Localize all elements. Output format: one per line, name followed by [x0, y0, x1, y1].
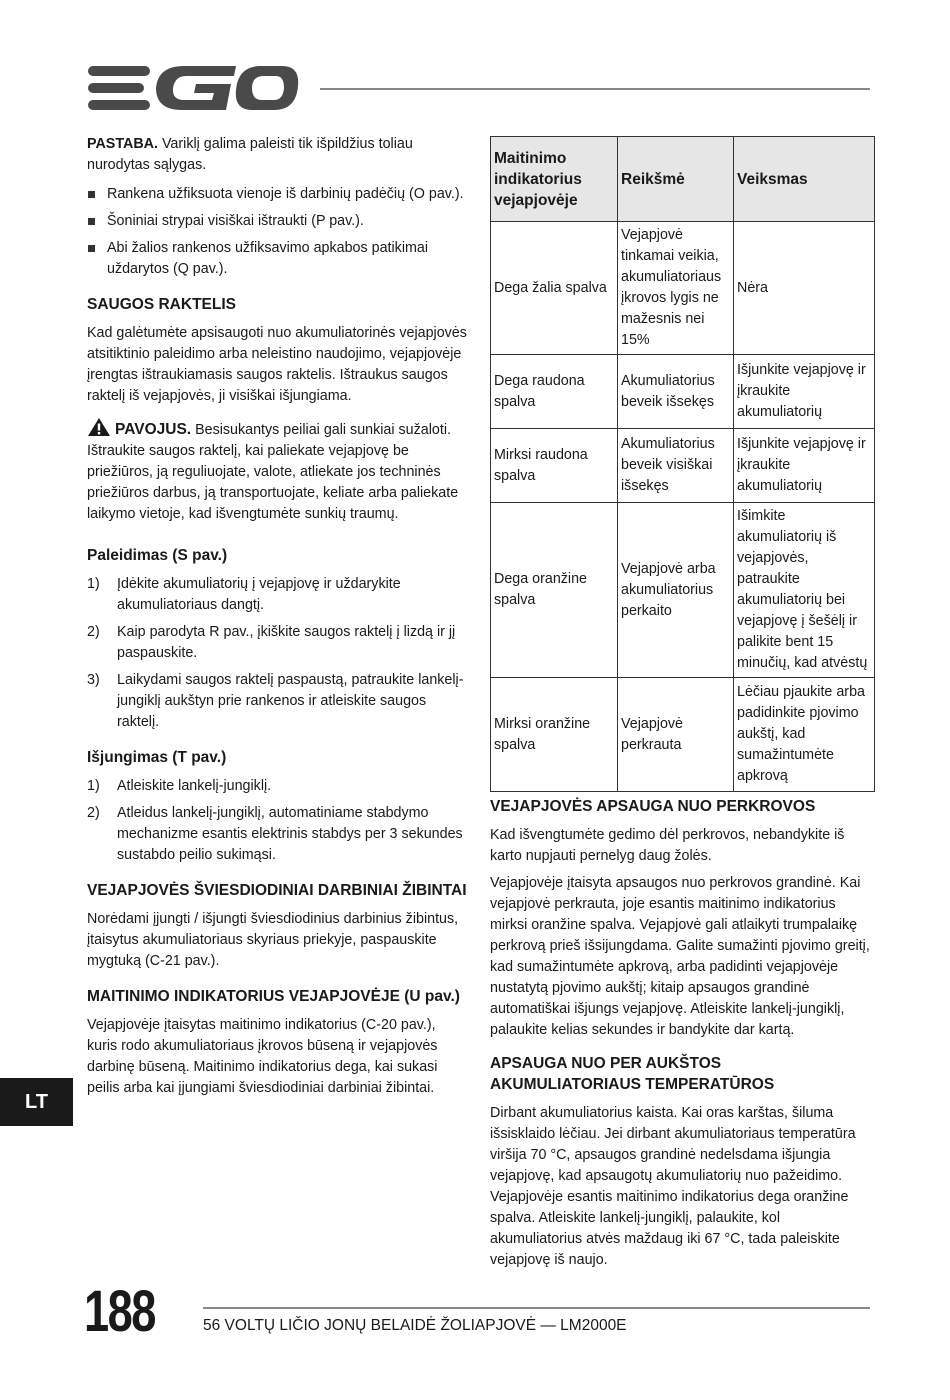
stop-heading: Išjungimas (T pav.): [87, 749, 227, 766]
list-item: 2) Atleidus lankelį-jungiklį, automatiniame stabdymo mechanizme esantis elektrinis stabdys per 3 sekundes sustabdo peilio sukimąsi.: [87, 805, 463, 863]
table-row: [491, 503, 875, 678]
safety-key-text: Kad galėtumėte apsisaugoti nuo akumuliatorinės vejapjovės atsitiktinio paleidimo arba neleistino naudojimo, vejapjovėje įrengtas ištraukiamasis saugos raktelis. Ištraukus saugos raktelį iš vejapjovės, ji visiškai išjungiama.: [87, 325, 467, 404]
footer-title: 56 VOLTŲ LIČIO JONŲ BELAIDĖ ŽOLIAPJOVĖ — LM2000E: [203, 1317, 627, 1334]
table-cell: Mirksi oranžine spalva: [491, 678, 618, 792]
table-cell: Lėčiau pjaukite arba padidinkite pjovimo aukštį, kad sumažintumėte apkrovą: [734, 678, 875, 792]
bullet-square-icon: [88, 245, 95, 252]
list-item: Šoniniai strypai visiškai ištraukti (P pav.).: [87, 211, 469, 232]
overload-text-1: Kad išvengtumėte gedimo dėl perkrovos, nebandykite iš karto nupjauti pernelyg daug žolės.: [490, 827, 845, 864]
note-paragraph: [87, 134, 469, 176]
indicator-table: [490, 136, 875, 792]
start-steps: [87, 574, 469, 733]
footer-rule: [203, 1307, 870, 1309]
list-item: Rankena užfiksuota vienoje iš darbinių padėčių (O pav.).: [87, 184, 469, 205]
table-header-cell: Maitinimo indikatorius vejapjovėje: [491, 137, 618, 222]
table-cell: Dega žalia spalva: [491, 222, 618, 355]
start-heading: Paleidimas (S pav.): [87, 547, 228, 564]
table-header-row: [491, 137, 875, 222]
language-tab: LT: [0, 1078, 73, 1126]
table-cell: Akumuliatorius beveik išsekęs: [618, 355, 734, 429]
stop-steps: [87, 776, 469, 866]
table-row: [491, 222, 875, 355]
list-item: 2) Kaip parodyta R pav., įkiškite saugos raktelį į lizdą ir jį paspauskite.: [87, 624, 456, 661]
danger-paragraph: [87, 417, 469, 525]
list-item: 1) Įdėkite akumuliatorių į vejapjovę ir uždarykite akumuliatoriaus dangtį.: [87, 576, 401, 613]
overload-text-2: Vejapjovėje įtaisyta apsaugos nuo perkrovos grandinė. Kai vejapjovė perkrauta, joje esantis maitinimo indikatorius mirksi oranžine spalva. Vejapjovė gali atlaikyti trumpalaikę perkrovą prieš išsijungdama. Galite sumažinti pjovimo greitį, kad sumažintumėte apkrovą, arba padidinti vejapjovėje nustatytą pjovimo aukštį; kitaip apsaugos grandinė automatiškai išjungs vejapjovę. Atleiskite lankelį-jungiklį, palaukite kelias sekundes ir bandykite dar kartą.: [490, 875, 870, 1038]
warning-triangle-icon: [87, 417, 111, 437]
list-item: Abi žalios rankenos užfiksavimo apkabos patikimai uždarytos (Q pav.).: [87, 238, 469, 280]
table-row: [491, 678, 875, 792]
led-heading: VEJAPJOVĖS ŠVIESDIODINIAI DARBINIAI ŽIBINTAI: [87, 882, 467, 899]
bullet-square-icon: [88, 191, 95, 198]
table-cell: Vejapjovė arba akumuliatorius perkaito: [618, 503, 734, 678]
table-cell: Išimkite akumuliatorių iš vejapjovės, patraukite akumuliatorių bei vejapjovę į šešėlį ir palikite bent 15 minučių, kad atvėstų: [734, 503, 875, 678]
temperature-heading: APSAUGA NUO PER AUKŠTOS AKUMULIATORIAUS TEMPERATŪROS: [490, 1055, 775, 1093]
power-indicator-text: Vejapjovėje įtaisytas maitinimo indikatorius (C-20 pav.), kuris rodo akumuliatoriaus įkrovos būseną ir vejapjovės darbinę būseną. Maitinimo indikatorius dega, kai sukasi peilis arba kai įjungiami šviesdiodiniai darbiniai žibintai.: [87, 1017, 438, 1096]
left-column: [87, 134, 469, 1105]
table-header-cell: Reikšmė: [618, 137, 734, 222]
table-cell: Dega raudona spalva: [491, 355, 618, 429]
table-cell: Mirksi raudona spalva: [491, 429, 618, 503]
header-rule: [320, 88, 870, 90]
table-cell: Dega oranžine spalva: [491, 503, 618, 678]
overload-heading: VEJAPJOVĖS APSAUGA NUO PERKROVOS: [490, 798, 816, 815]
note-label: PASTABA.: [87, 136, 158, 152]
danger-text: Besisukantys peiliai gali sunkiai sužaloti. Ištraukite saugos raktelį, kai paliekate vejapjovę be priežiūros, ją reguliuojate, valote, atliekate jos techninės priežiūros darbus, ją transportuojate, keliate arba paliekate laikymo vietoje, kad išvengtumėte sunkių traumų.: [87, 422, 459, 522]
ego-logo: [86, 62, 301, 114]
list-item: 3) Laikydami saugos raktelį paspaustą, patraukite lankelį-jungiklį aukštyn prie rankenos ir atleiskite saugos raktelį.: [87, 672, 464, 730]
table-row: [491, 355, 875, 429]
table-cell: Vejapjovė tinkamai veikia, akumuliatoriaus įkrovos lygis ne mažesnis nei 15%: [618, 222, 734, 355]
power-indicator-heading: MAITINIMO INDIKATORIUS VEJAPJOVĖJE (U pav.): [87, 988, 460, 1005]
page-number: 188: [84, 1279, 155, 1344]
table-header-cell: Veiksmas: [734, 137, 875, 222]
list-item: 1) Atleiskite lankelį-jungiklį.: [87, 778, 272, 794]
bullet-square-icon: [88, 218, 95, 225]
table-cell: Išjunkite vejapjovę ir įkraukite akumuliatorių: [734, 429, 875, 503]
safety-key-heading: SAUGOS RAKTELIS: [87, 296, 236, 313]
temperature-text: Dirbant akumuliatorius kaista. Kai oras karštas, šiluma išsisklaido lėčiau. Jei dirbant akumuliatoriaus temperatūra viršija 70 °C, apsaugos grandinė nedelsdama išjungia vejapjovę, kad apsaugotų akumuliatorių nuo pažeidimo. Vejapjovėje esantis maitinimo indikatorius dega oranžine spalva. Atleiskite lankelį-jungiklį, palaukite, kol akumuliatorius atvės maždaug iki 67 °C, tada paleiskite vejapjovę iš naujo.: [490, 1105, 856, 1268]
conditions-list: [87, 184, 469, 280]
table-row: [491, 429, 875, 503]
table-cell: Vejapjovė perkrauta: [618, 678, 734, 792]
note-text: Variklį galima paleisti tik išpildžius toliau nurodytas sąlygas.: [87, 136, 413, 173]
danger-label: PAVOJUS.: [115, 421, 192, 438]
table-cell: Nėra: [734, 222, 875, 355]
table-cell: Akumuliatorius beveik visiškai išsekęs: [618, 429, 734, 503]
right-column: [490, 796, 870, 1277]
table-cell: Išjunkite vejapjovę ir įkraukite akumuliatorių: [734, 355, 875, 429]
led-text: Norėdami įjungti / išjungti šviesdiodinius darbinius žibintus, įtaisytus akumuliatoriaus skyriaus priekyje, paspauskite mygtuką (C-21 pav.).: [87, 911, 459, 969]
